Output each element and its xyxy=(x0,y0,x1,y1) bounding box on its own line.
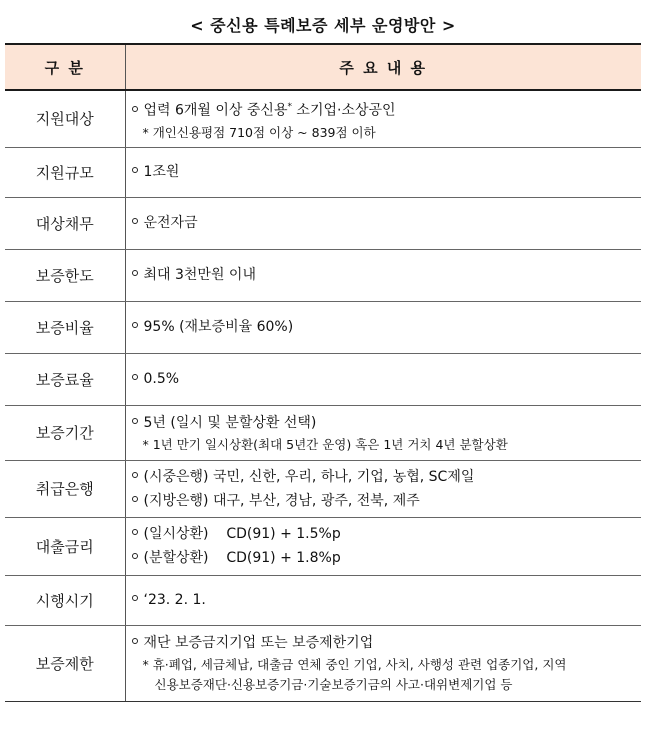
content-line: ‘23. 2. 1. xyxy=(132,588,642,612)
row-label: 보증한도 xyxy=(5,249,125,301)
table-row xyxy=(5,353,641,405)
table-row xyxy=(5,625,641,701)
row-content xyxy=(125,147,641,197)
content-line: 업력 6개월 이상 중신용* 소기업·소상공인 xyxy=(132,95,642,123)
row-label: 보증료율 xyxy=(5,353,125,405)
table-row xyxy=(5,460,641,517)
row-content xyxy=(125,625,641,701)
row-content xyxy=(125,197,641,249)
bullet-icon xyxy=(132,496,138,502)
row-content xyxy=(125,405,641,460)
row-label: 보증기간 xyxy=(5,405,125,460)
content-line: (지방은행) 대구, 부산, 경남, 광주, 전북, 제주 xyxy=(132,489,642,513)
bullet-icon xyxy=(132,595,138,601)
content-note: * 휴·폐업, 세금체납, 대출금 연체 중인 기업, 사치, 사행성 관련 업종기업, 지역 xyxy=(142,657,567,672)
row-content xyxy=(125,249,641,301)
row-label: 대출금리 xyxy=(5,517,125,575)
bullet-icon xyxy=(132,472,138,478)
table-row xyxy=(5,405,641,460)
bullet-icon xyxy=(132,553,138,559)
content-line: 5년 (일시 및 분할상환 선택) xyxy=(132,411,642,435)
content-line: (일시상환) CD(91) + 1.5%p xyxy=(132,522,642,546)
row-label: 보증비율 xyxy=(5,301,125,353)
content-line: 1조원 xyxy=(132,160,642,184)
header-category: 구 분 xyxy=(5,44,125,90)
table-row xyxy=(5,575,641,625)
table-row xyxy=(5,197,641,249)
content-line: 최대 3천만원 이내 xyxy=(132,263,642,287)
header-main-content: 주 요 내 용 xyxy=(125,44,641,90)
bullet-icon xyxy=(132,106,138,112)
table-row xyxy=(5,301,641,353)
row-label: 취급은행 xyxy=(5,460,125,517)
bullet-icon xyxy=(132,374,138,380)
row-content xyxy=(125,460,641,517)
row-label: 지원규모 xyxy=(5,147,125,197)
table-row xyxy=(5,517,641,575)
content-note: * 개인신용평점 710점 이상 ~ 839점 이하 xyxy=(142,124,376,140)
table-row xyxy=(5,147,641,197)
bullet-icon xyxy=(132,638,138,644)
content-line: (시중은행) 국민, 신한, 우리, 하나, 기업, 농협, SC제일 xyxy=(132,465,642,489)
bullet-icon xyxy=(132,167,138,173)
bullet-icon xyxy=(132,322,138,328)
row-label: 대상채무 xyxy=(5,197,125,249)
content-line: 95% (재보증비율 60%) xyxy=(132,315,642,339)
page-title: < 중신용 특례보증 세부 운영방안 > xyxy=(190,16,456,35)
table-row xyxy=(5,90,641,147)
content-note-continuation: 신용보증재단·신용보증기금·기술보증기금의 사고·대위변제기업 등 xyxy=(154,677,513,692)
bullet-icon xyxy=(132,529,138,535)
operation-plan-table xyxy=(5,43,641,702)
content-line: (분할상환) CD(91) + 1.8%p xyxy=(132,546,642,570)
row-label: 보증제한 xyxy=(5,625,125,701)
content-line: 운전자금 xyxy=(132,211,642,235)
row-content xyxy=(125,90,641,147)
row-label: 시행시기 xyxy=(5,575,125,625)
bullet-icon xyxy=(132,218,138,224)
table-header-row xyxy=(5,44,641,90)
content-line: 재단 보증금지기업 또는 보증제한기업 xyxy=(132,631,642,655)
content-note: * 1년 만기 일시상환(최대 5년간 운영) 혹은 1년 거치 4년 분할상환 xyxy=(142,436,508,452)
row-content xyxy=(125,517,641,575)
row-content xyxy=(125,301,641,353)
row-content xyxy=(125,575,641,625)
content-line: 0.5% xyxy=(132,367,642,391)
table-row xyxy=(5,249,641,301)
row-label: 지원대상 xyxy=(5,90,125,147)
bullet-icon xyxy=(132,418,138,424)
bullet-icon xyxy=(132,270,138,276)
row-content xyxy=(125,353,641,405)
